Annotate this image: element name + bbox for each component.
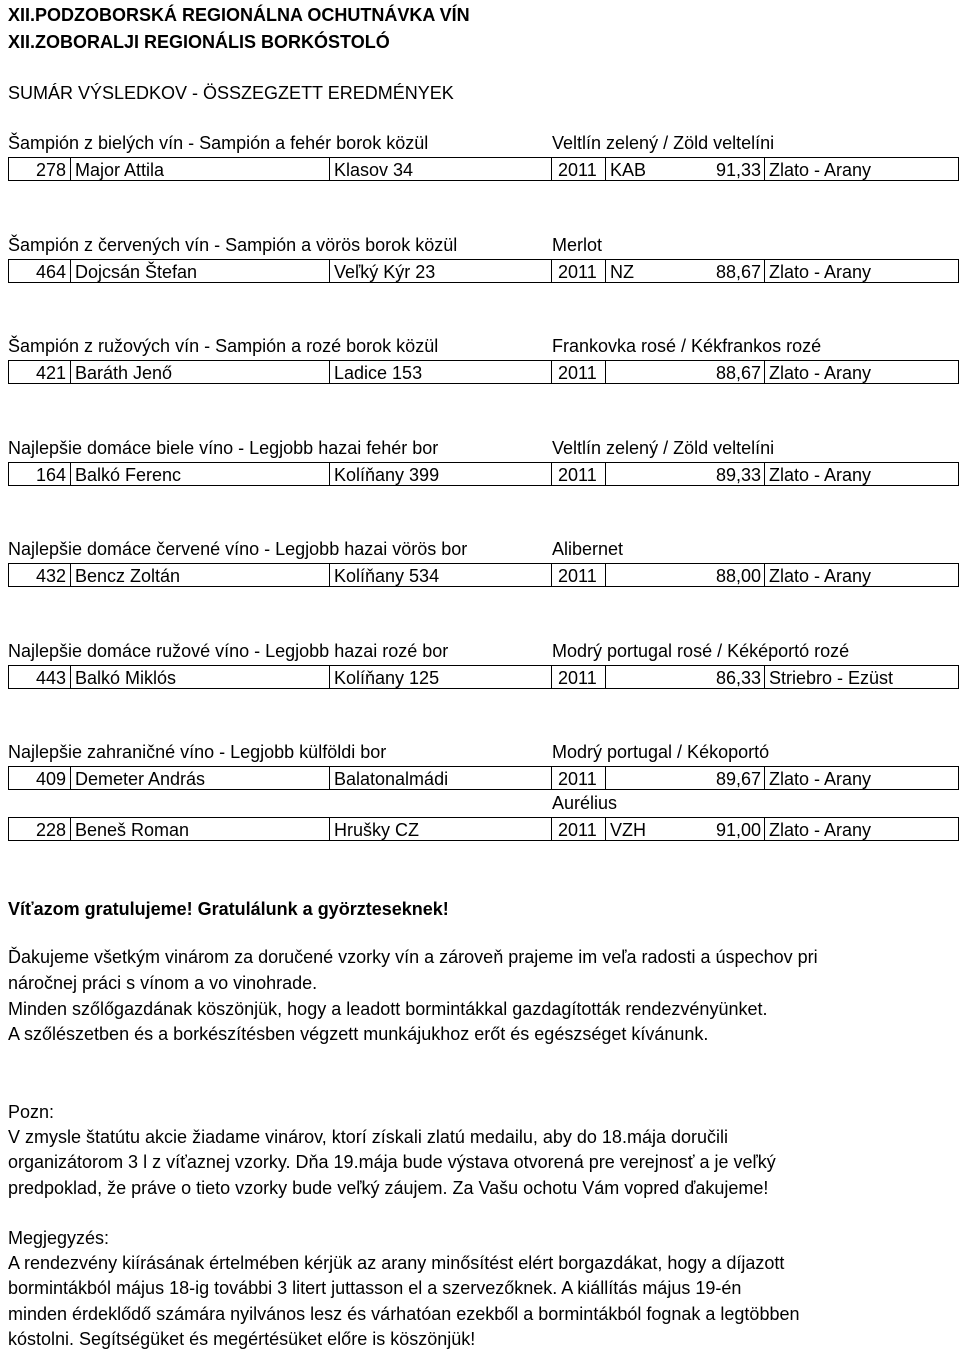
thanks-line-4: A szőlészetben és a borkészítésben végzett munkájukhoz erőt és egészséget kívánunk. xyxy=(8,1024,709,1044)
score: 91,00 xyxy=(701,817,764,841)
grape-variety: Merlot xyxy=(552,235,603,255)
entry-number: 164 xyxy=(8,462,70,486)
note-hu-line-3: minden érdeklődő számára nyilvános lesz és várhatóan ezekből a bormintákból fognak a legtöbben xyxy=(8,1304,800,1324)
category-title: Najlepšie domáce červené víno - Legjobb hazai vörös bor xyxy=(8,539,468,559)
result-row xyxy=(8,665,959,689)
title-hungarian: XII.ZOBORALJI REGIONÁLIS BORKÓSTOLÓ xyxy=(8,32,390,52)
thanks-line-3: Minden szőlőgazdának köszönjük, hogy a leadott bormintákkal gazdagították rendezvényünket. xyxy=(8,999,768,1019)
result-row xyxy=(8,157,959,181)
producer-name: Bencz Zoltán xyxy=(70,563,329,587)
wine-code xyxy=(605,462,701,486)
entry-number: 409 xyxy=(8,766,70,790)
producer-name: Demeter András xyxy=(70,766,329,790)
score: 91,33 xyxy=(701,157,764,181)
score: 89,33 xyxy=(701,462,764,486)
award: Striebro - Ezüst xyxy=(764,665,959,689)
category-title: Šampión z bielých vín - Sampión a fehér borok közül xyxy=(8,133,429,153)
producer-name: Balkó Miklós xyxy=(70,665,329,689)
result-row xyxy=(8,259,959,283)
award: Zlato - Arany xyxy=(764,817,959,841)
category-title: Najlepšie domáce biele víno - Legjobb hazai fehér bor xyxy=(8,438,439,458)
producer-location: Kolíňany 534 xyxy=(329,563,551,587)
entry-number: 421 xyxy=(8,360,70,384)
producer-name: Beneš Roman xyxy=(70,817,329,841)
result-row xyxy=(8,360,959,384)
result-row xyxy=(8,563,959,587)
note-sk-label: Pozn: xyxy=(8,1102,55,1122)
note-hu-line-4: kóstolni. Segítségüket és megértésüket előre is köszönjük! xyxy=(8,1329,476,1349)
grape-variety: Modrý portugal rosé / Kéképortó rozé xyxy=(552,641,850,661)
score: 88,67 xyxy=(701,259,764,283)
result-row xyxy=(8,766,959,790)
vintage-year: 2011 xyxy=(551,817,605,841)
category-title: Najlepšie zahraničné víno - Legjobb külföldi bor xyxy=(8,742,387,762)
congratulations: Víťazom gratulujeme! Gratulálunk a györzteseknek! xyxy=(8,899,449,919)
wine-code: VZH xyxy=(605,817,701,841)
note-hu-line-1: A rendezvény kiírásának értelmében kérjük az arany minősítést elért borgazdákat, hogy a díjazott xyxy=(8,1253,785,1273)
category-title: Najlepšie domáce ružové víno - Legjobb hazai rozé bor xyxy=(8,641,449,661)
wine-code xyxy=(605,766,701,790)
producer-location: Ladice 153 xyxy=(329,360,551,384)
award: Zlato - Arany xyxy=(764,766,959,790)
vintage-year: 2011 xyxy=(551,157,605,181)
wine-code: NZ xyxy=(605,259,701,283)
entry-number: 464 xyxy=(8,259,70,283)
entry-number: 432 xyxy=(8,563,70,587)
note-sk-line-1: V zmysle štatútu akcie žiadame vinárov, ktorí získali zlatú medailu, aby do 18.mája doručili xyxy=(8,1127,728,1147)
vintage-year: 2011 xyxy=(551,462,605,486)
wine-code xyxy=(605,360,701,384)
score: 89,67 xyxy=(701,766,764,790)
category-title: Šampión z červených vín - Sampión a vörös borok közül xyxy=(8,235,458,255)
producer-location: Kolíňany 399 xyxy=(329,462,551,486)
score: 88,67 xyxy=(701,360,764,384)
producer-location: Hrušky CZ xyxy=(329,817,551,841)
entry-number: 443 xyxy=(8,665,70,689)
award: Zlato - Arany xyxy=(764,360,959,384)
vintage-year: 2011 xyxy=(551,360,605,384)
vintage-year: 2011 xyxy=(551,766,605,790)
title-slovak: XII.PODZOBORSKÁ REGIONÁLNA OCHUTNÁVKA VÍN xyxy=(8,5,470,25)
award: Zlato - Arany xyxy=(764,259,959,283)
note-sk-line-3: predpoklad, že práve o tieto vzorky bude veľký záujem. Za Vašu ochotu Vám vopred ďakujeme! xyxy=(8,1178,769,1198)
producer-name: Baráth Jenő xyxy=(70,360,329,384)
award: Zlato - Arany xyxy=(764,157,959,181)
entry-number: 228 xyxy=(8,817,70,841)
note-hu-label: Megjegyzés: xyxy=(8,1228,110,1248)
grape-variety: Veltlín zelený / Zöld veltelíni xyxy=(552,133,775,153)
producer-location: Balatonalmádi xyxy=(329,766,551,790)
entry-number: 278 xyxy=(8,157,70,181)
thanks-line-2: náročnej práci s vínom a vo vinohrade. xyxy=(8,973,318,993)
producer-name: Major Attila xyxy=(70,157,329,181)
score: 88,00 xyxy=(701,563,764,587)
grape-variety: Veltlín zelený / Zöld veltelíni xyxy=(552,438,775,458)
award: Zlato - Arany xyxy=(764,563,959,587)
summary-heading: SUMÁR VÝSLEDKOV - ÖSSZEGZETT EREDMÉNYEK xyxy=(8,83,454,103)
vintage-year: 2011 xyxy=(551,665,605,689)
award: Zlato - Arany xyxy=(764,462,959,486)
grape-variety: Alibernet xyxy=(552,539,624,559)
producer-location: Veľký Kýr 23 xyxy=(329,259,551,283)
vintage-year: 2011 xyxy=(551,259,605,283)
grape-variety: Aurélius xyxy=(552,793,618,813)
category-title: Šampión z ružových vín - Sampión a rozé borok közül xyxy=(8,336,439,356)
producer-location: Kolíňany 125 xyxy=(329,665,551,689)
grape-variety: Modrý portugal / Kékoportó xyxy=(552,742,770,762)
producer-name: Dojcsán Štefan xyxy=(70,259,329,283)
score: 86,33 xyxy=(701,665,764,689)
producer-location: Klasov 34 xyxy=(329,157,551,181)
result-row xyxy=(8,462,959,486)
result-row xyxy=(8,817,959,841)
wine-code xyxy=(605,563,701,587)
note-hu-line-2: bormintákból május 18-ig további 3 litert juttasson el a szervezőknek. A kiállítás május 19-én xyxy=(8,1278,742,1298)
wine-code xyxy=(605,665,701,689)
producer-name: Balkó Ferenc xyxy=(70,462,329,486)
grape-variety: Frankovka rosé / Kékfrankos rozé xyxy=(552,336,822,356)
thanks-line-1: Ďakujeme všetkým vinárom za doručené vzorky vín a zároveň prajeme im veľa radosti a úspechov pri xyxy=(8,947,818,967)
wine-code: KAB xyxy=(605,157,701,181)
vintage-year: 2011 xyxy=(551,563,605,587)
note-sk-line-2: organizátorom 3 l z víťaznej vzorky. Dňa 19.mája bude výstava otvorená pre verejnosť a je veľký xyxy=(8,1152,776,1172)
